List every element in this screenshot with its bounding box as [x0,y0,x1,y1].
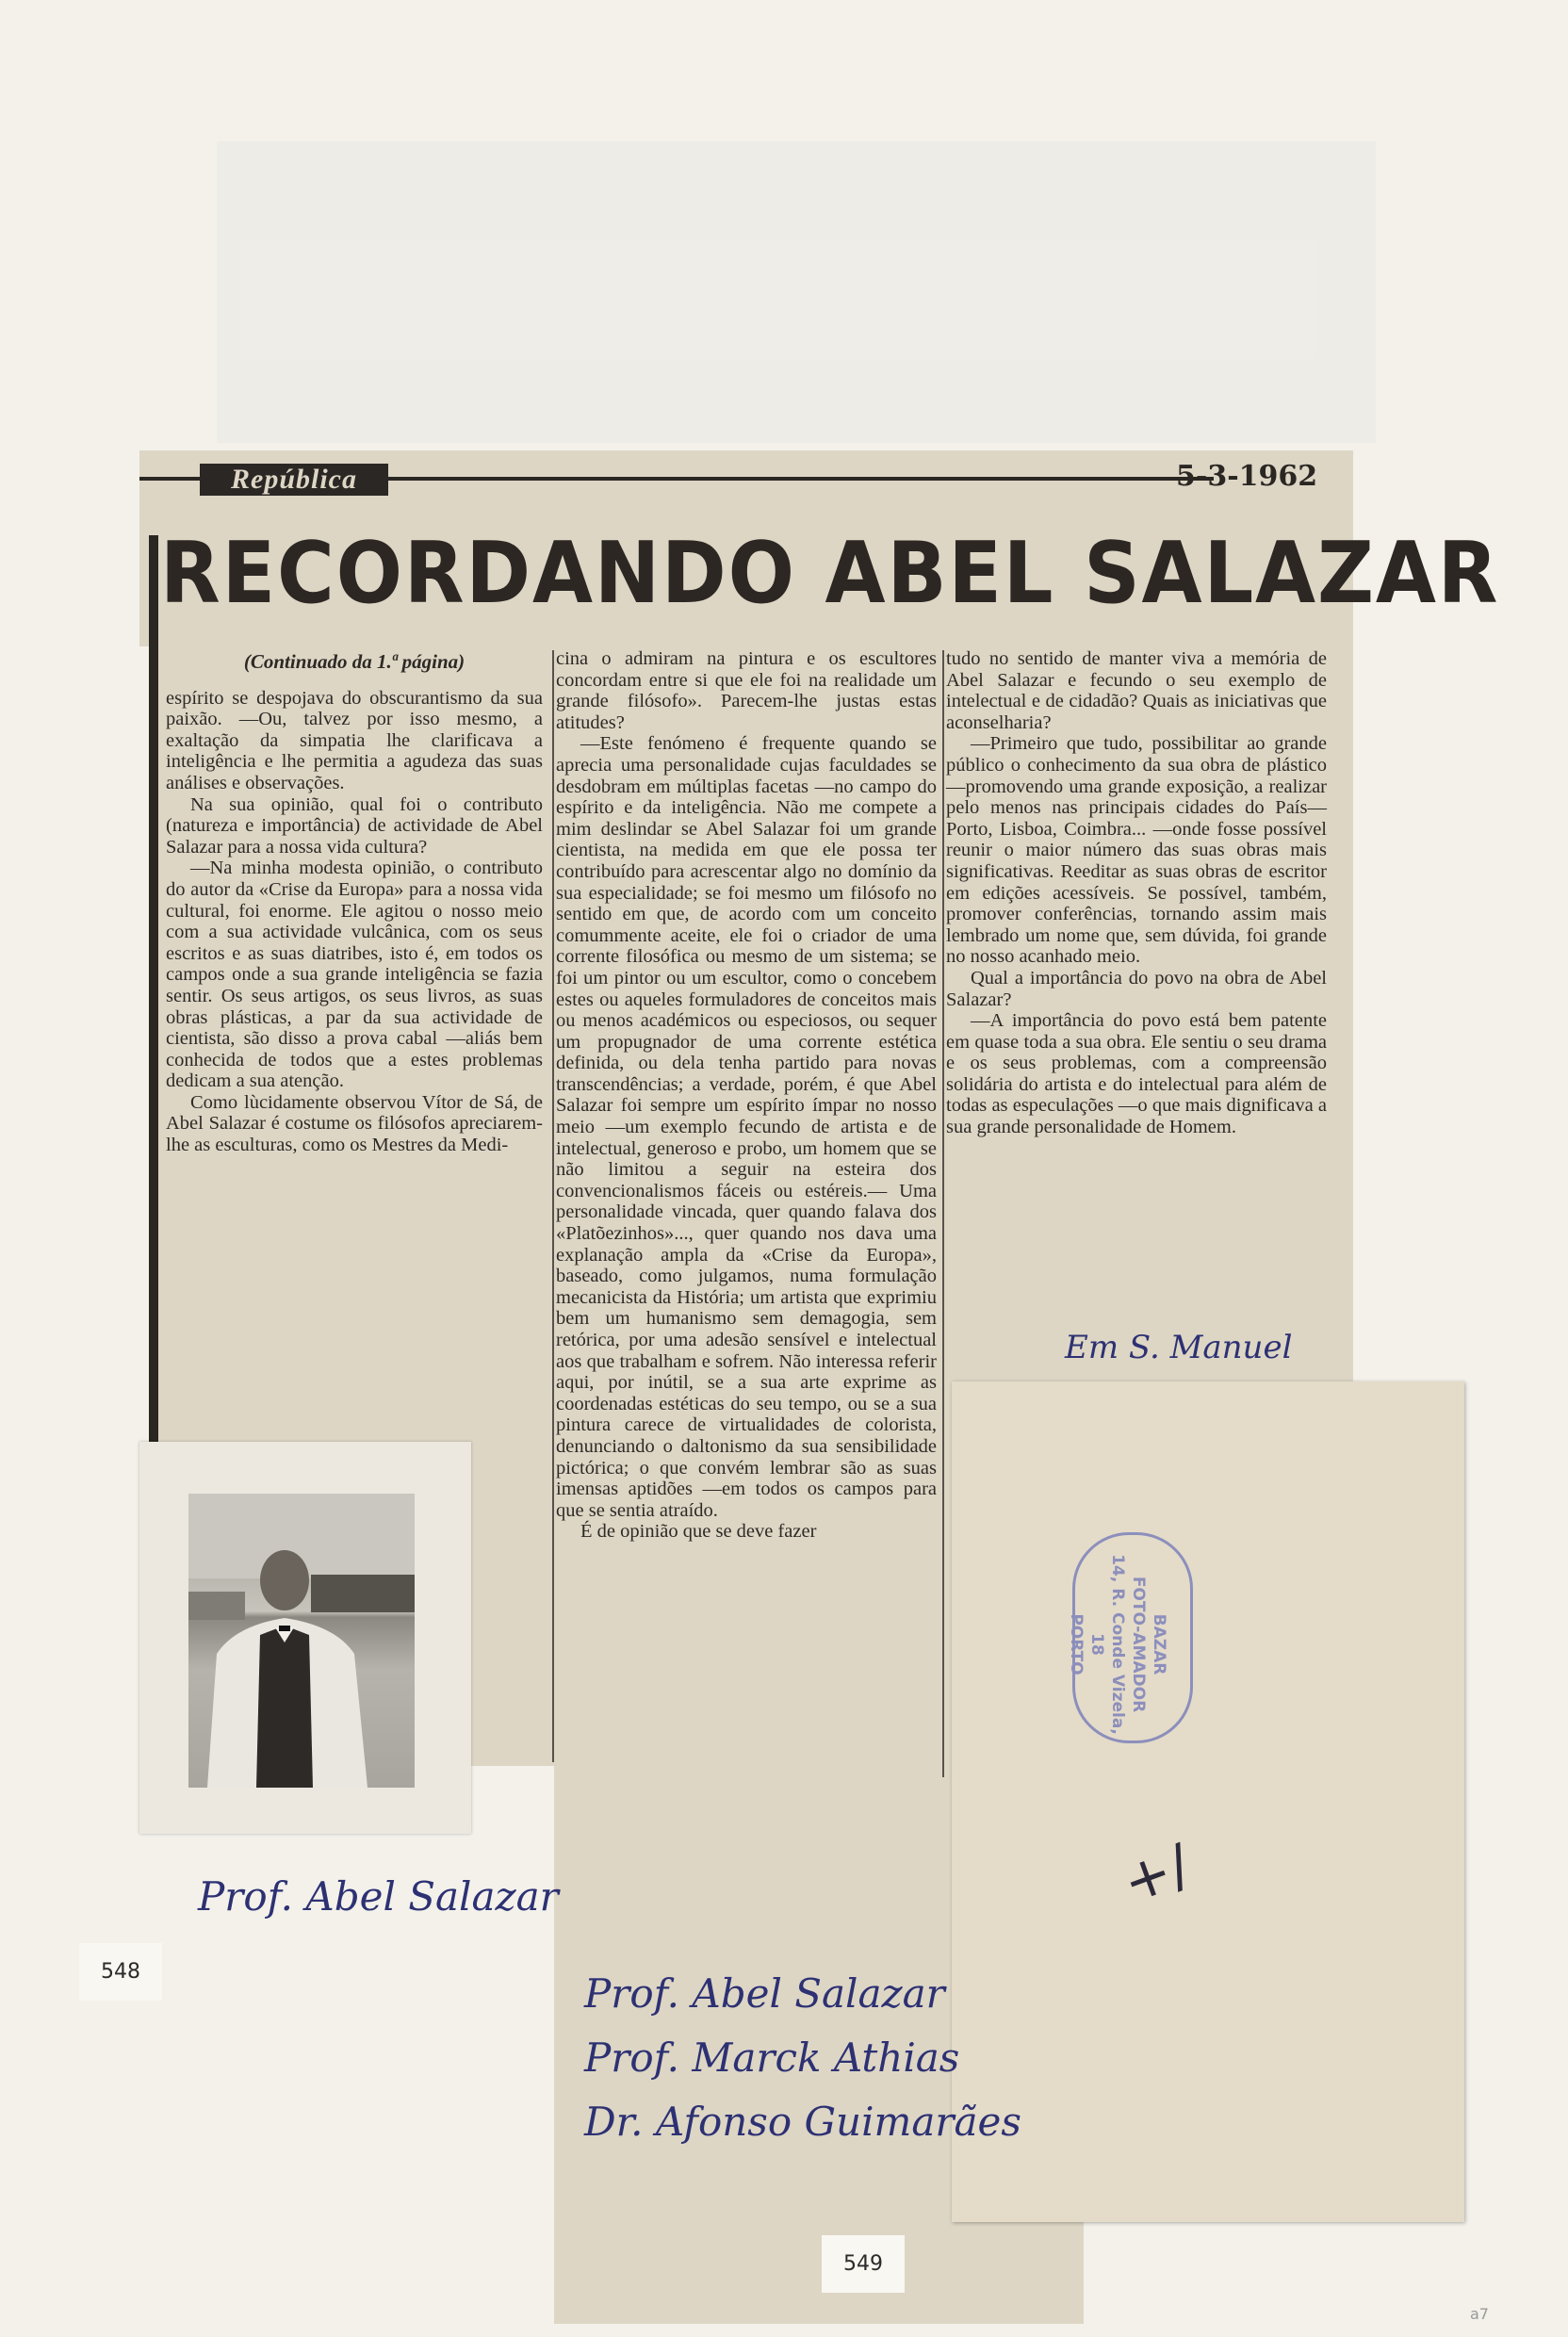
paragraph: tudo no sentido de manter viva a memória de Abel Salazar e fecundo o seu exemplo de intelectual e de cidadão? Quais as iniciativas que aconselharia? [946,648,1327,733]
handwritten-location: Em S. Manuel [1065,1329,1293,1366]
corner-mark: a7 [1470,2305,1489,2323]
article-column-1 [166,651,543,1156]
handwritten-name: Prof. Marck Athias [584,2035,960,2081]
continued-note: (Continuado da 1.ª página) [243,650,466,673]
handwritten-name: Prof. Abel Salazar [584,1970,945,2017]
handwritten-photo-caption: Prof. Abel Salazar [198,1873,559,1920]
column-rule [552,650,554,1762]
stamp-text [1066,1550,1169,1739]
paragraph: cina o admiram na pintura e os escultores concordam entre si que ele foi na realidade um grande filósofo». Parecem-lhe justas estas atitudes? [556,648,937,733]
pencil-mark: +/ [1114,1832,1200,1917]
photo-card-back [952,1381,1464,2222]
paragraph: —Na minha modesta opinião, o contributo do autor da «Crise da Europa» para a nossa vida cultural, foi enorme. Ele agitou o nosso meio com a sua actividade vulcânica, com os seus escritos e as suas diatribes, isto é, em todos os campos onde a sua grande inteligência se fazia sentir. Os seus artigos, os seus livros, as suas obras plásticas, a par da sua actividade de cientista, são disso a prova cabal —aliás bem conhecida de todos que a estes problemas dedicam a sua atenção. [166,858,543,1092]
article-column-2 [556,648,937,1543]
paragraph: Como lùcidamente observou Vítor de Sá, de Abel Salazar é costume os filósofos apreciarem-lhe as esculturas, como os Mestres da Medi- [166,1091,543,1156]
publication-date: 5-3-1962 [1176,460,1318,493]
handwritten-name: Dr. Afonso Guimarães [584,2099,1021,2145]
stamp-line: 14, R. Conde Vizela, 18 [1087,1554,1127,1735]
headline: RECORDANDO ABEL SALAZAR [160,524,1500,623]
paragraph: Na sua opinião, qual foi o contributo (natureza e importância) de actividade de Abel Salazar para a nossa vida cultura? [166,793,543,858]
paragraph: É de opinião que se deve fazer [580,1521,817,1543]
page-number-label: 549 [822,2235,905,2293]
paragraph: espírito se despojava do obscurantismo da sua paixão. —Ou, talvez por isso mesmo, a exaltação da simpatia lhe clarificava a inteligência e lhe permitia a agudeza das suas análises e observações. [166,687,543,793]
stamp-line: FOTO-AMADOR [1129,1576,1148,1713]
page-number-label: 548 [79,1943,162,2001]
stamp-line: BAZAR [1150,1613,1168,1675]
ghost-offset-area [217,141,1376,443]
article-column-3 [946,648,1327,1138]
photographer-stamp [1067,1532,1193,1743]
masthead-logo: República [200,464,388,496]
portrait-photo-frame [139,1442,471,1834]
column-rule [942,650,944,1777]
paragraph: —Primeiro que tudo, possibilitar ao grande público o conhecimento da sua obra de plástico —promovendo uma grande exposição, a realizar pelo menos nas principais cidades do País—Porto, Lisboa, Coimbra... —onde fosse possível reunir o maior número das suas obras mais significativas. Reeditar as suas obras de escritor em edições acessíveis. Se possível, também, promover conferências, tornando assim mais lembrado um nome que, sem dúvida, foi grande no nosso acanhado meio. [946,733,1327,968]
paragraph: —Este fenómeno é frequente quando se aprecia uma personalidade cujas faculdades se desdobram em múltiplas facetas —no campo do espírito e da inteligência. Não me compete a mim deslindar se Abel Salazar foi um grande cientista, na medida em que ele possa ter contribuído para acrescentar algo no domínio da sua especialidade; se foi mesmo um filósofo no sentido em que, de acordo com um conceito comummente aceite, ele foi o criador de uma corrente filosófica ou mesmo de um sistema; se foi um pintor ou um escultor, como o concebem estes ou aqueles formuladores de conceitos mais ou menos académicos ou especiosos, ou sequer um propugnador de uma corrente estética definida, ou dela tenha partido para novas transcendências; a verdade, porém, é que Abel Salazar foi sempre um espírito ímpar no nosso meio —um exemplo fecundo de artista e de intelectual, generoso e probo, um homem que se não limitou a seguir na esteira dos convencionalismos fáceis ou estéreis.— Uma personalidade vincada, quer quando falava dos «Platõezinhos»..., quer quando nos dava uma explanação ampla da «Crise da Europa», baseado, como julgamos, numa formulação mecanicista da História; um artista que exprimiu bem um humanismo sem demagogia, sem retórica, por uma adesão sensível e intelectual aos que trabalham e sofrem. Não interessa referir aqui, por inútil, se a sua arte exprime as coordenadas estéticas do seu tempo, ou se a sua pintura carece de virtualidades de colorista, denunciando o daltonismo da sua sensibilidade pictórica; o que convém lembrar são as suas imensas aptidões —em todos os campos para que se sentia atraído. [556,733,937,1521]
paragraph: Qual a importância do povo na obra de Abel Salazar? [946,967,1327,1010]
paragraph: —A importância do povo está bem patente em quase toda a sua obra. Ele sentiu o seu drama e os seus problemas, com a compreensão solidária do artista e do intelectual para além de todas as especulações —o que mais dignificava a sua grande personalidade de Homem. [946,1010,1327,1138]
stamp-line: PORTO [1067,1613,1086,1675]
handwritten-names [584,1962,1021,2154]
portrait-figure [188,1494,415,1788]
portrait-photo [188,1494,415,1788]
